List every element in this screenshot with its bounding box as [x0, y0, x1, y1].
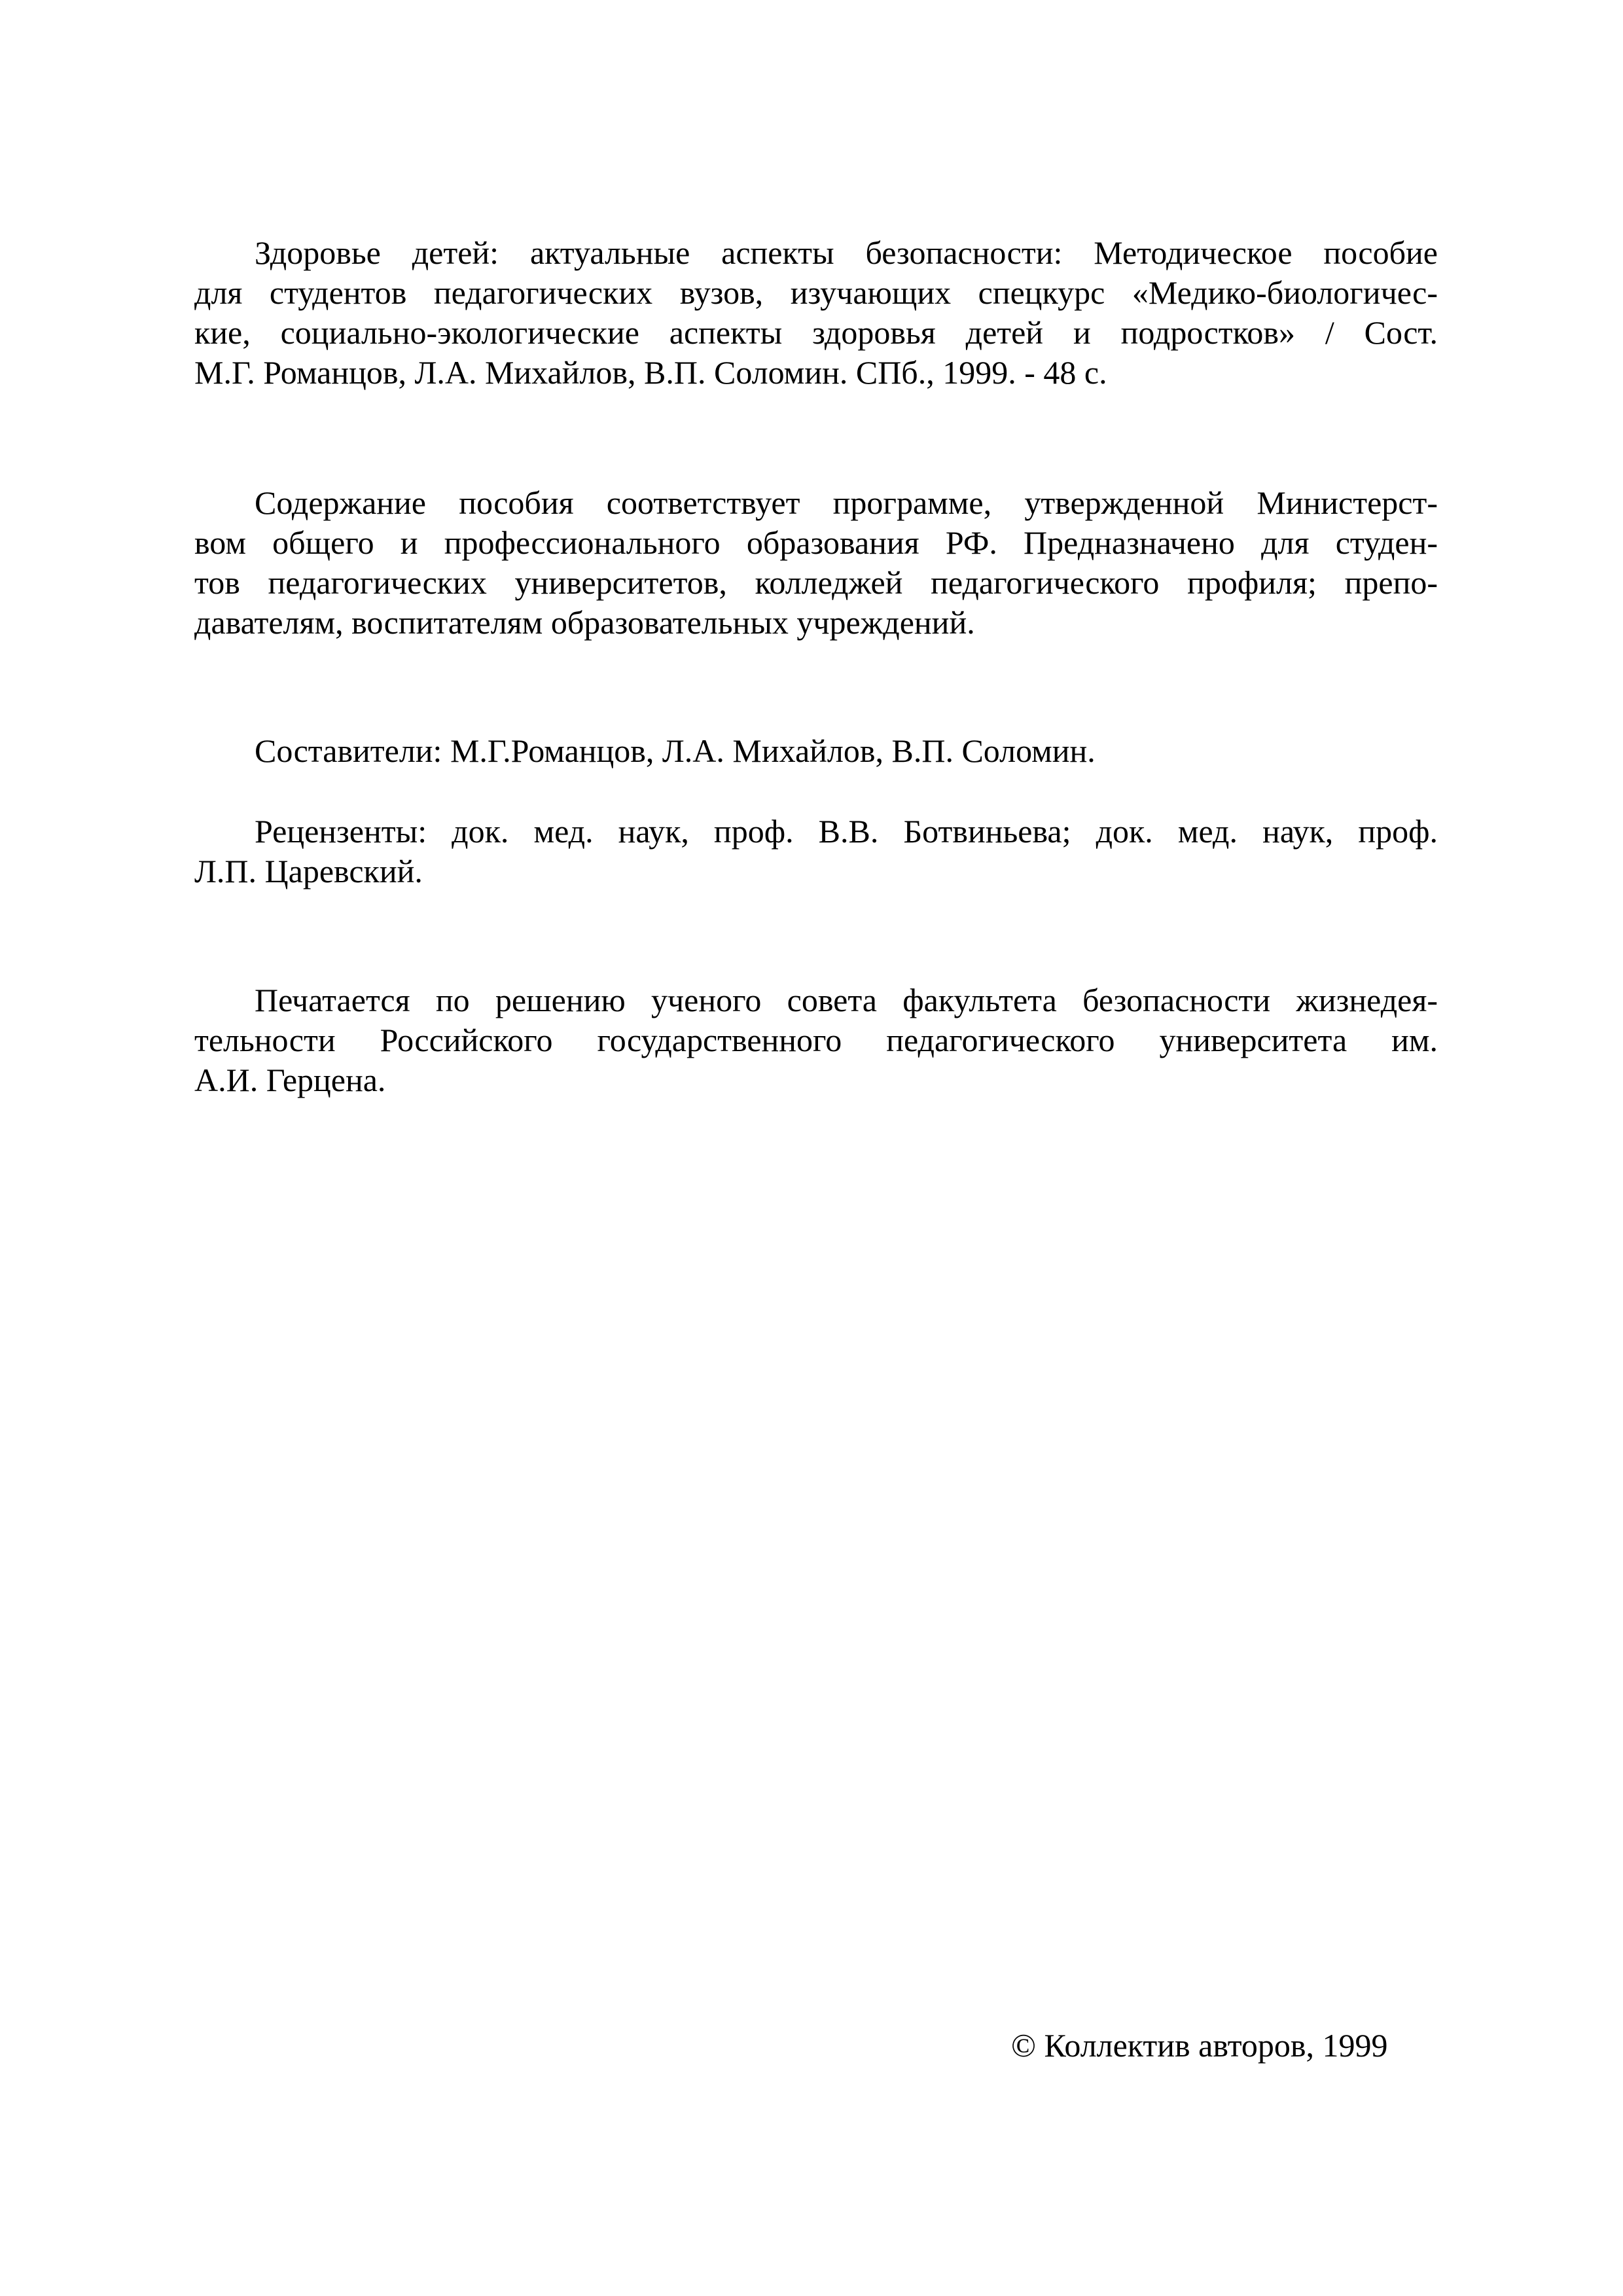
reviewers-line: Л.П. Царевский.	[194, 853, 423, 889]
content-line: Содержание пособия соответствует программе, утвержденной Министерст-	[255, 484, 1438, 521]
compilers-line: Составители: М.Г.Романцов, Л.А. Михайлов, В.П. Соломин.	[255, 732, 1096, 769]
compilers-paragraph	[194, 731, 1438, 771]
annotation-line: кие, социально-экологические аспекты здоровья детей и подростков» / Сост.	[194, 314, 1438, 351]
approval-line: А.И. Герцена.	[194, 1062, 386, 1098]
annotation-line: М.Г. Романцов, Л.А. Михайлов, В.П. Соломин. СПб., 1999. - 48 с.	[194, 354, 1107, 391]
annotation-line: для студентов педагогических вузов, изучающих спецкурс «Медико-биологичес-	[194, 274, 1438, 311]
approval-line: тельности Российского государственного педагогического университета им.	[194, 1022, 1438, 1058]
annotation-line: Здоровье детей: актуальные аспекты безопасности: Методическое пособие	[255, 234, 1438, 271]
reviewers-line: Рецензенты: док. мед. наук, проф. В.В. Ботвиньева; док. мед. наук, проф.	[255, 813, 1438, 850]
approval-line: Печатается по решению ученого совета факультета безопасности жизнедея-	[255, 982, 1438, 1018]
content-description	[194, 483, 1438, 643]
content-line: давателям, воспитателям образовательных учреждений.	[194, 604, 975, 641]
content-line: тов педагогических университетов, колледжей педагогического профиля; препо-	[194, 564, 1438, 601]
bibliographic-annotation	[194, 233, 1438, 393]
publication-approval	[194, 980, 1438, 1100]
content-line: вом общего и профессионального образования РФ. Предназначено для студен-	[194, 524, 1438, 561]
copyright-notice: © Коллектив авторов, 1999	[1011, 2027, 1388, 2064]
reviewers-paragraph	[194, 812, 1438, 891]
